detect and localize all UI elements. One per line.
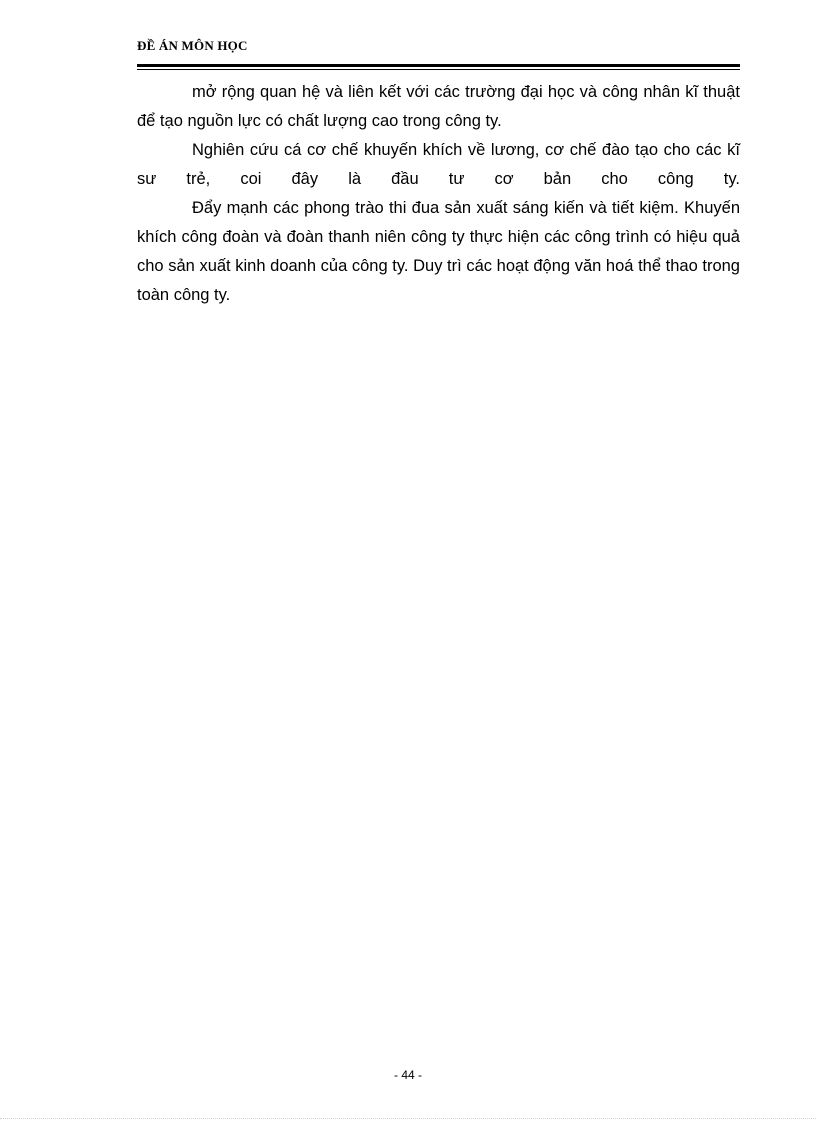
bottom-dotted-line	[0, 1118, 816, 1119]
paragraph-2: Nghiên cứu cá cơ chế khuyến khích về lương, cơ chế đào tạo cho các kĩ sư trẻ, coi đây là đầu tư cơ bản cho công ty.	[137, 141, 740, 188]
header-rule-thick	[137, 64, 740, 67]
header-rule-thin	[137, 69, 740, 70]
header-title: ĐỀ ÁN MÔN HỌC	[137, 38, 248, 53]
paragraph-1: mở rộng quan hệ và liên kết với các trường đại học và công nhân kĩ thuật để tạo nguồn lực có chất lượng cao trong công ty.	[137, 83, 740, 130]
paragraph-3: Đẩy mạnh các phong trào thi đua sản xuất sáng kiến và tiết kiệm. Khuyến khích công đoàn và đoàn thanh niên công ty thực hiện các công trình có hiệu quả cho sản xuất kinh doanh của công ty. Duy trì các hoạt động văn hoá thể thao trong toàn công ty.	[137, 199, 740, 304]
page-number: - 44 -	[393, 1068, 422, 1082]
body-text	[137, 78, 740, 310]
